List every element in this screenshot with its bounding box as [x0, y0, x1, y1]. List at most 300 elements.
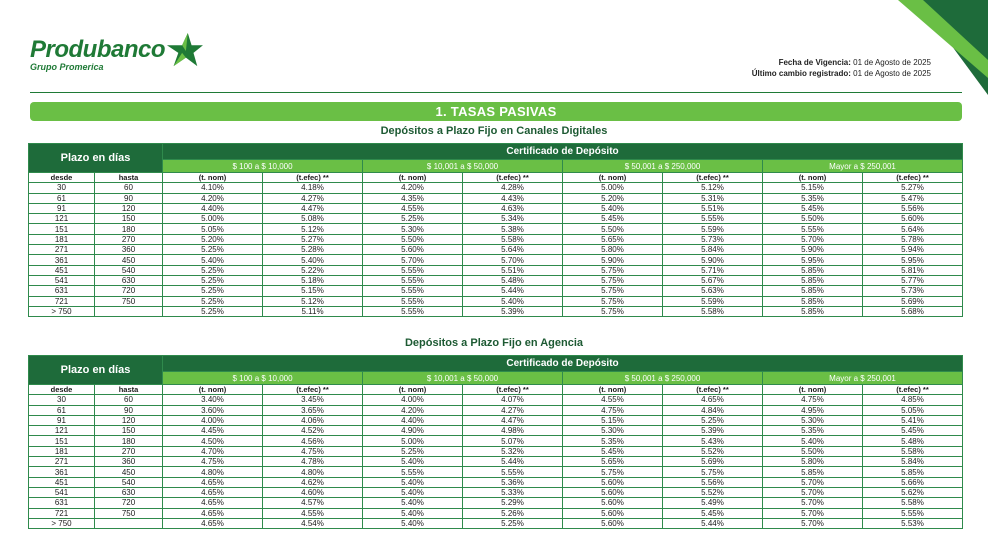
tnom-cell: 5.70% — [763, 477, 863, 487]
tnom-cell: 5.35% — [763, 426, 863, 436]
tefec-cell: 5.12% — [263, 296, 363, 306]
brand-subtitle: Grupo Promerica — [30, 62, 104, 72]
desde-cell: 361 — [29, 467, 95, 477]
tnom-cell: 4.35% — [363, 193, 463, 203]
table-row — [29, 265, 963, 275]
tnom-cell: 5.25% — [163, 306, 263, 316]
desde-header: desde — [29, 385, 95, 395]
tnom-cell: 5.25% — [163, 286, 263, 296]
tefec-cell: 5.56% — [863, 203, 963, 213]
tnom-cell: 5.40% — [163, 255, 263, 265]
tefec-cell: 4.78% — [263, 457, 363, 467]
hasta-cell: 120 — [95, 415, 163, 425]
table-row — [29, 234, 963, 244]
tnom-cell: 5.40% — [563, 203, 663, 213]
tnom-cell: 4.20% — [363, 183, 463, 193]
certificado-header: Certificado de Depósito — [163, 144, 963, 160]
desde-cell: 181 — [29, 446, 95, 456]
hasta-cell: 720 — [95, 286, 163, 296]
tnom-cell: 5.55% — [363, 265, 463, 275]
tefec-cell: 5.18% — [263, 275, 363, 285]
tnom-cell: 5.05% — [163, 224, 263, 234]
tefec-cell: 5.63% — [663, 286, 763, 296]
tnom-cell: 5.40% — [363, 498, 463, 508]
tnom-header: (t. nom) — [363, 173, 463, 183]
plazo-header: Plazo en días — [29, 356, 163, 385]
range-header: $ 10,001 a $ 50,000 — [363, 372, 563, 385]
tefec-cell: 5.64% — [863, 224, 963, 234]
tefec-cell: 5.58% — [863, 498, 963, 508]
table-row — [29, 183, 963, 193]
tnom-cell: 5.35% — [763, 193, 863, 203]
header-divider — [30, 92, 962, 93]
tefec-cell: 5.73% — [863, 286, 963, 296]
validity-info — [752, 57, 931, 79]
desde-cell: 61 — [29, 193, 95, 203]
produbanco-logo — [30, 36, 165, 72]
hasta-header: hasta — [95, 173, 163, 183]
tnom-cell: 5.85% — [763, 286, 863, 296]
tnom-cell: 5.55% — [363, 296, 463, 306]
tefec-cell: 5.38% — [463, 224, 563, 234]
cambio-value: 01 de Agosto de 2025 — [853, 69, 931, 78]
desde-cell: > 750 — [29, 306, 95, 316]
tnom-cell: 4.75% — [763, 395, 863, 405]
tefec-cell: 5.22% — [263, 265, 363, 275]
tefec-header: (t.efec) ** — [863, 385, 963, 395]
tefec-cell: 5.48% — [863, 436, 963, 446]
tnom-cell: 5.85% — [763, 275, 863, 285]
tnom-cell: 5.60% — [563, 498, 663, 508]
desde-cell: 151 — [29, 436, 95, 446]
tnom-cell: 5.30% — [363, 224, 463, 234]
desde-cell: > 750 — [29, 518, 95, 528]
desde-cell: 61 — [29, 405, 95, 415]
tefec-cell: 5.45% — [863, 426, 963, 436]
hasta-cell — [95, 306, 163, 316]
tefec-cell: 5.73% — [663, 234, 763, 244]
tefec-cell: 5.48% — [463, 275, 563, 285]
tnom-cell: 4.65% — [163, 477, 263, 487]
tefec-cell: 5.39% — [663, 426, 763, 436]
tefec-header: (t.efec) ** — [463, 173, 563, 183]
tnom-cell: 5.00% — [163, 214, 263, 224]
hasta-cell: 720 — [95, 498, 163, 508]
tnom-header: (t. nom) — [763, 385, 863, 395]
tnom-cell: 4.65% — [163, 498, 263, 508]
desde-cell: 541 — [29, 487, 95, 497]
tefec-cell: 4.43% — [463, 193, 563, 203]
tnom-cell: 5.85% — [763, 467, 863, 477]
tnom-cell: 4.40% — [363, 415, 463, 425]
tefec-cell: 5.95% — [863, 255, 963, 265]
table-row — [29, 275, 963, 285]
tefec-cell: 5.94% — [863, 245, 963, 255]
tnom-cell: 5.55% — [363, 467, 463, 477]
tefec-cell: 5.55% — [463, 467, 563, 477]
tefec-cell: 5.25% — [663, 415, 763, 425]
tefec-cell: 5.40% — [263, 255, 363, 265]
tnom-cell: 5.60% — [563, 477, 663, 487]
tefec-cell: 4.47% — [263, 203, 363, 213]
tnom-cell: 5.30% — [763, 415, 863, 425]
tnom-cell: 5.35% — [563, 436, 663, 446]
table-row — [29, 518, 963, 528]
tnom-cell: 4.90% — [363, 426, 463, 436]
tefec-cell: 5.60% — [863, 214, 963, 224]
rates-table-agencia — [28, 355, 963, 529]
desde-cell: 541 — [29, 275, 95, 285]
tnom-cell: 5.40% — [363, 457, 463, 467]
table-row — [29, 255, 963, 265]
tnom-cell: 5.80% — [763, 457, 863, 467]
tnom-cell: 4.80% — [163, 467, 263, 477]
tefec-cell: 5.05% — [863, 405, 963, 415]
tefec-cell: 5.47% — [863, 193, 963, 203]
desde-cell: 271 — [29, 457, 95, 467]
tnom-cell: 5.50% — [763, 446, 863, 456]
table-row — [29, 296, 963, 306]
tefec-header: (t.efec) ** — [263, 173, 363, 183]
tefec-cell: 5.36% — [463, 477, 563, 487]
tefec-cell: 5.90% — [663, 255, 763, 265]
tnom-cell: 5.90% — [563, 255, 663, 265]
tnom-cell: 5.80% — [563, 245, 663, 255]
table-row — [29, 415, 963, 425]
tefec-cell: 5.08% — [263, 214, 363, 224]
tefec-cell: 5.52% — [663, 487, 763, 497]
hasta-cell: 360 — [95, 245, 163, 255]
tnom-cell: 5.75% — [563, 265, 663, 275]
tnom-cell: 5.20% — [163, 234, 263, 244]
tnom-cell: 3.40% — [163, 395, 263, 405]
hasta-cell: 540 — [95, 477, 163, 487]
hasta-cell: 360 — [95, 457, 163, 467]
desde-cell: 271 — [29, 245, 95, 255]
tefec-header: (t.efec) ** — [663, 385, 763, 395]
table-row — [29, 508, 963, 518]
table-row — [29, 395, 963, 405]
table-row — [29, 405, 963, 415]
tnom-cell: 5.70% — [763, 234, 863, 244]
tefec-cell: 5.41% — [863, 415, 963, 425]
tnom-cell: 5.40% — [763, 436, 863, 446]
tefec-cell: 5.58% — [463, 234, 563, 244]
tefec-cell: 5.78% — [863, 234, 963, 244]
tefec-cell: 3.65% — [263, 405, 363, 415]
table-row — [29, 426, 963, 436]
tefec-cell: 5.62% — [863, 487, 963, 497]
table-title-agencia: Depósitos a Plazo Fijo en Agencia — [404, 337, 584, 349]
tefec-cell: 4.06% — [263, 415, 363, 425]
tefec-cell: 5.69% — [863, 296, 963, 306]
table-row — [29, 214, 963, 224]
hasta-cell: 540 — [95, 265, 163, 275]
tnom-cell: 5.15% — [763, 183, 863, 193]
tnom-cell: 5.85% — [763, 265, 863, 275]
tnom-header: (t. nom) — [363, 385, 463, 395]
tefec-cell: 5.59% — [663, 296, 763, 306]
tefec-cell: 5.64% — [463, 245, 563, 255]
tnom-cell: 4.65% — [163, 487, 263, 497]
range-header: Mayor a $ 250,001 — [763, 160, 963, 173]
tnom-header: (t. nom) — [763, 173, 863, 183]
tefec-cell: 4.84% — [663, 405, 763, 415]
tnom-cell: 5.85% — [763, 296, 863, 306]
table-row — [29, 446, 963, 456]
tefec-cell: 5.28% — [263, 245, 363, 255]
tnom-cell: 5.85% — [763, 306, 863, 316]
corner-decoration — [878, 0, 988, 100]
tnom-cell: 4.50% — [163, 436, 263, 446]
tnom-cell: 5.60% — [563, 487, 663, 497]
range-header: $ 50,001 a $ 250,000 — [563, 160, 763, 173]
tnom-cell: 5.70% — [763, 498, 863, 508]
hasta-cell: 270 — [95, 446, 163, 456]
tnom-header: (t. nom) — [163, 173, 263, 183]
rates-table-digital — [28, 143, 963, 317]
range-header: $ 100 a $ 10,000 — [163, 160, 363, 173]
tefec-cell: 5.29% — [463, 498, 563, 508]
hasta-cell — [95, 518, 163, 528]
tnom-cell: 5.20% — [563, 193, 663, 203]
hasta-cell: 180 — [95, 224, 163, 234]
hasta-cell: 270 — [95, 234, 163, 244]
plazo-header: Plazo en días — [29, 144, 163, 173]
desde-cell: 30 — [29, 183, 95, 193]
desde-cell: 631 — [29, 498, 95, 508]
hasta-cell: 90 — [95, 193, 163, 203]
tefec-cell: 5.66% — [863, 477, 963, 487]
tnom-cell: 5.25% — [363, 214, 463, 224]
tnom-cell: 5.30% — [563, 426, 663, 436]
tnom-cell: 5.25% — [163, 245, 263, 255]
table-row — [29, 498, 963, 508]
tefec-cell: 5.55% — [663, 214, 763, 224]
tnom-cell: 4.75% — [163, 457, 263, 467]
tnom-cell: 5.90% — [763, 245, 863, 255]
table-row — [29, 306, 963, 316]
tnom-cell: 5.70% — [763, 508, 863, 518]
tnom-cell: 5.45% — [563, 214, 663, 224]
tnom-cell: 5.65% — [563, 457, 663, 467]
tnom-cell: 4.65% — [163, 508, 263, 518]
tefec-cell: 5.68% — [863, 306, 963, 316]
desde-cell: 121 — [29, 214, 95, 224]
tnom-cell: 5.40% — [363, 477, 463, 487]
tnom-cell: 3.60% — [163, 405, 263, 415]
tefec-cell: 4.62% — [263, 477, 363, 487]
brand-name: Produbanco — [30, 36, 166, 63]
tnom-cell: 5.55% — [363, 286, 463, 296]
tefec-cell: 4.52% — [263, 426, 363, 436]
desde-cell: 451 — [29, 477, 95, 487]
tnom-cell: 5.45% — [563, 446, 663, 456]
tefec-cell: 5.31% — [663, 193, 763, 203]
tefec-cell: 5.12% — [663, 183, 763, 193]
table-row — [29, 193, 963, 203]
tefec-cell: 4.07% — [463, 395, 563, 405]
tnom-cell: 5.25% — [163, 275, 263, 285]
desde-cell: 30 — [29, 395, 95, 405]
hasta-cell: 180 — [95, 436, 163, 446]
tnom-cell: 5.25% — [163, 296, 263, 306]
tefec-cell: 5.52% — [663, 446, 763, 456]
tefec-cell: 4.18% — [263, 183, 363, 193]
tefec-header: (t.efec) ** — [263, 385, 363, 395]
tefec-cell: 5.58% — [863, 446, 963, 456]
tefec-cell: 4.28% — [463, 183, 563, 193]
tnom-cell: 5.00% — [363, 436, 463, 446]
range-header: $ 100 a $ 10,000 — [163, 372, 363, 385]
hasta-cell: 750 — [95, 508, 163, 518]
desde-cell: 451 — [29, 265, 95, 275]
tnom-cell: 5.75% — [563, 286, 663, 296]
tefec-cell: 4.55% — [263, 508, 363, 518]
tnom-cell: 4.00% — [363, 395, 463, 405]
tefec-cell: 5.71% — [663, 265, 763, 275]
hasta-cell: 450 — [95, 467, 163, 477]
hasta-cell: 750 — [95, 296, 163, 306]
tefec-cell: 4.47% — [463, 415, 563, 425]
tefec-cell: 5.44% — [463, 286, 563, 296]
tefec-cell: 5.53% — [863, 518, 963, 528]
range-header: Mayor a $ 250,001 — [763, 372, 963, 385]
tefec-cell: 4.56% — [263, 436, 363, 446]
tefec-cell: 5.45% — [663, 508, 763, 518]
tefec-cell: 5.84% — [863, 457, 963, 467]
tefec-cell: 4.98% — [463, 426, 563, 436]
table-row — [29, 203, 963, 213]
tnom-cell: 5.40% — [363, 487, 463, 497]
tnom-cell: 4.55% — [363, 203, 463, 213]
desde-cell: 151 — [29, 224, 95, 234]
table-row — [29, 487, 963, 497]
tnom-cell: 5.15% — [563, 415, 663, 425]
tnom-cell: 5.25% — [363, 446, 463, 456]
desde-cell: 721 — [29, 296, 95, 306]
tefec-cell: 4.65% — [663, 395, 763, 405]
tefec-cell: 5.40% — [463, 296, 563, 306]
tefec-cell: 4.63% — [463, 203, 563, 213]
tnom-cell: 5.50% — [763, 214, 863, 224]
table-title-digital: Depósitos a Plazo Fijo en Canales Digitales — [380, 125, 608, 137]
tnom-cell: 5.25% — [163, 265, 263, 275]
tefec-cell: 5.11% — [263, 306, 363, 316]
tnom-cell: 5.55% — [363, 306, 463, 316]
tefec-cell: 5.51% — [463, 265, 563, 275]
tnom-cell: 4.55% — [563, 395, 663, 405]
desde-cell: 361 — [29, 255, 95, 265]
section-banner: 1. TASAS PASIVAS — [30, 102, 962, 121]
tefec-cell: 5.34% — [463, 214, 563, 224]
tefec-cell: 5.43% — [663, 436, 763, 446]
tnom-cell: 5.65% — [563, 234, 663, 244]
range-header: $ 50,001 a $ 250,000 — [563, 372, 763, 385]
tnom-cell: 5.75% — [563, 306, 663, 316]
table-row — [29, 477, 963, 487]
desde-cell: 91 — [29, 203, 95, 213]
tefec-cell: 5.69% — [663, 457, 763, 467]
tefec-cell: 5.51% — [663, 203, 763, 213]
table-row — [29, 245, 963, 255]
tnom-cell: 5.60% — [363, 245, 463, 255]
tnom-cell: 5.55% — [763, 224, 863, 234]
tefec-cell: 3.45% — [263, 395, 363, 405]
hasta-cell: 120 — [95, 203, 163, 213]
hasta-cell: 60 — [95, 395, 163, 405]
hasta-header: hasta — [95, 385, 163, 395]
tnom-cell: 5.75% — [563, 467, 663, 477]
tnom-cell: 5.50% — [563, 224, 663, 234]
tnom-cell: 5.70% — [363, 255, 463, 265]
tefec-cell: 4.85% — [863, 395, 963, 405]
tefec-cell: 5.26% — [463, 508, 563, 518]
tnom-cell: 5.40% — [363, 518, 463, 528]
table-row — [29, 224, 963, 234]
tefec-cell: 4.75% — [263, 446, 363, 456]
tnom-cell: 5.40% — [363, 508, 463, 518]
tefec-cell: 5.85% — [863, 467, 963, 477]
tefec-cell: 5.75% — [663, 467, 763, 477]
tnom-cell: 4.65% — [163, 518, 263, 528]
tnom-cell: 4.20% — [363, 405, 463, 415]
tnom-header: (t. nom) — [563, 385, 663, 395]
tefec-cell: 5.67% — [663, 275, 763, 285]
tefec-cell: 5.56% — [663, 477, 763, 487]
tefec-cell: 5.49% — [663, 498, 763, 508]
tefec-cell: 4.27% — [463, 405, 563, 415]
tefec-cell: 5.33% — [463, 487, 563, 497]
table-row — [29, 436, 963, 446]
tefec-cell: 5.58% — [663, 306, 763, 316]
tefec-header: (t.efec) ** — [663, 173, 763, 183]
desde-header: desde — [29, 173, 95, 183]
tefec-cell: 5.27% — [863, 183, 963, 193]
hasta-cell: 60 — [95, 183, 163, 193]
tefec-cell: 4.57% — [263, 498, 363, 508]
desde-cell: 631 — [29, 286, 95, 296]
vigencia-label: Fecha de Vigencia: — [778, 58, 851, 67]
hasta-cell: 150 — [95, 214, 163, 224]
desde-cell: 721 — [29, 508, 95, 518]
tnom-cell: 4.45% — [163, 426, 263, 436]
tefec-cell: 5.81% — [863, 265, 963, 275]
desde-cell: 91 — [29, 415, 95, 425]
tnom-cell: 5.00% — [563, 183, 663, 193]
cambio-label: Último cambio registrado: — [751, 69, 851, 78]
tefec-cell: 5.12% — [263, 224, 363, 234]
tnom-cell: 5.70% — [763, 518, 863, 528]
tnom-cell: 5.55% — [363, 275, 463, 285]
hasta-cell: 630 — [95, 275, 163, 285]
tefec-cell: 5.32% — [463, 446, 563, 456]
hasta-cell: 150 — [95, 426, 163, 436]
table-row — [29, 467, 963, 477]
tnom-cell: 5.60% — [563, 508, 663, 518]
tefec-cell: 5.25% — [463, 518, 563, 528]
tnom-cell: 5.75% — [563, 275, 663, 285]
range-header: $ 10,001 a $ 50,000 — [363, 160, 563, 173]
tnom-cell: 4.75% — [563, 405, 663, 415]
tefec-cell: 5.55% — [863, 508, 963, 518]
tefec-cell: 5.44% — [463, 457, 563, 467]
star-icon — [165, 32, 203, 68]
hasta-cell: 90 — [95, 405, 163, 415]
certificado-header: Certificado de Depósito — [163, 356, 963, 372]
tefec-cell: 5.77% — [863, 275, 963, 285]
hasta-cell: 630 — [95, 487, 163, 497]
